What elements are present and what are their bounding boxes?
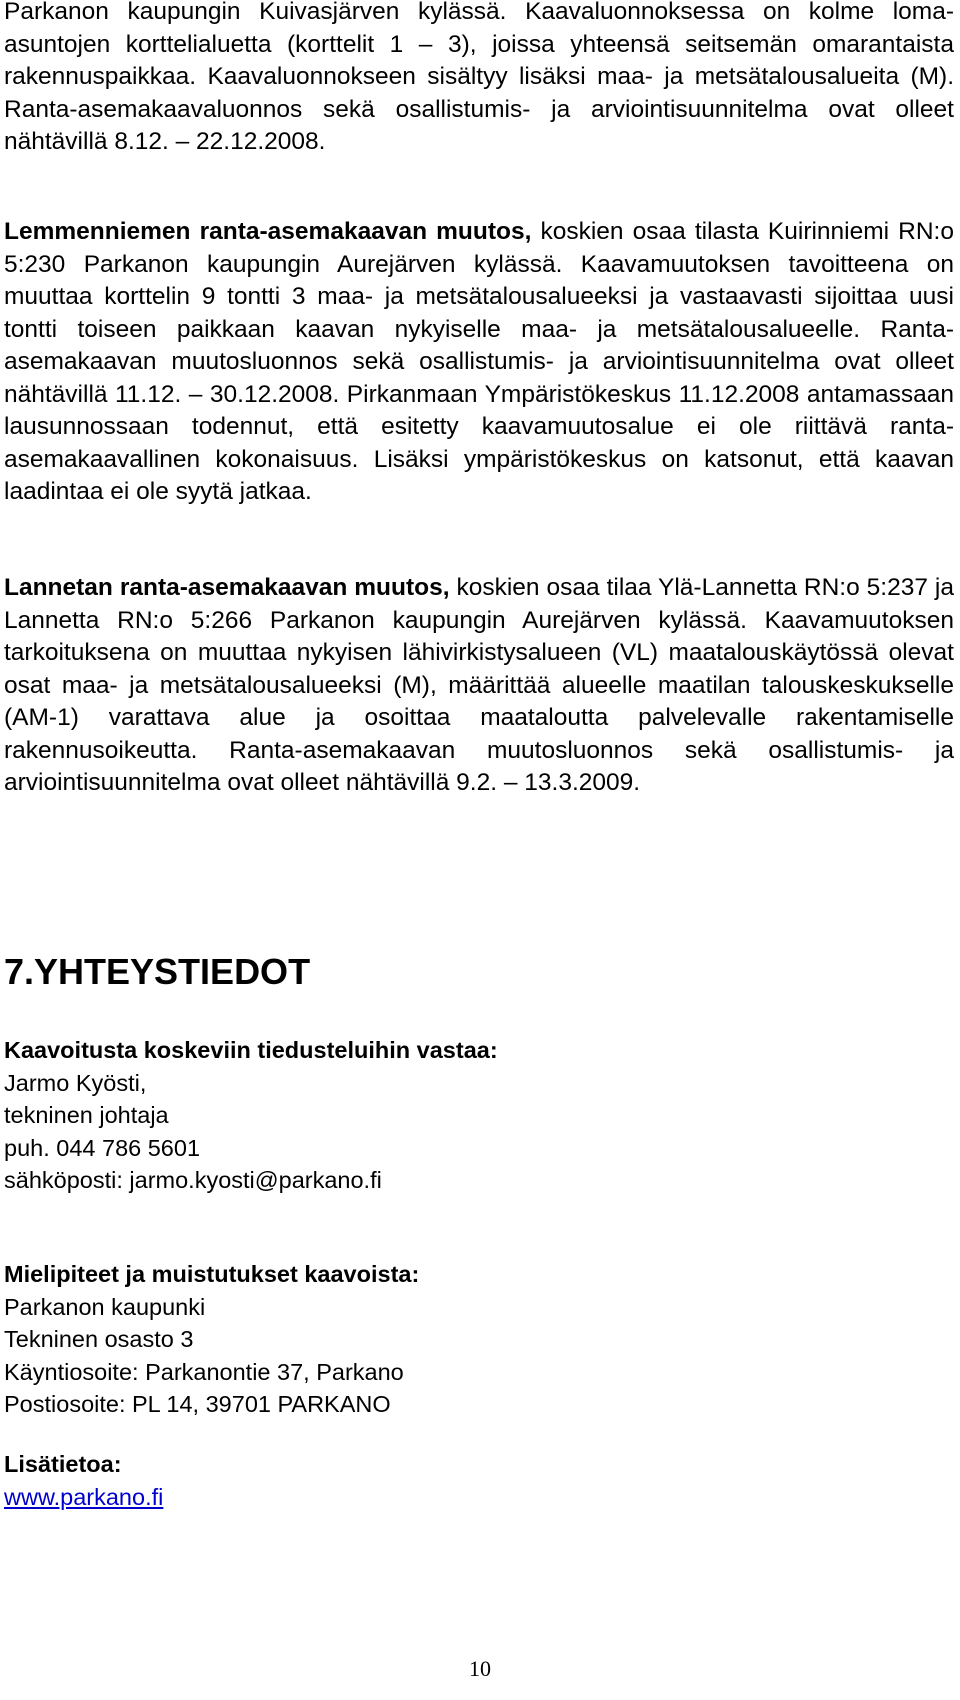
- section-heading: 7.YHTEYSTIEDOT: [4, 951, 311, 992]
- page-number: 10: [469, 1656, 491, 1681]
- paragraph-lannetta: [4, 572, 954, 800]
- paragraph-kuivasjarvi: [4, 0, 954, 159]
- paragraph-bold-lead: Lemmenniemen ranta-asemakaavan muutos,: [4, 218, 532, 245]
- paragraph-bold-lead: Lannetan ranta-asemakaavan muutos,: [4, 574, 450, 601]
- contact-label: Lisätietoa:: [4, 1451, 122, 1477]
- contact-inquiries: [4, 1034, 904, 1197]
- contact-label: Mielipiteet ja muistutukset kaavoista:: [4, 1261, 420, 1287]
- contact-name: Jarmo Kyösti,: [4, 1069, 147, 1096]
- contact-phone: puh. 044 786 5601: [4, 1134, 201, 1161]
- paragraph-text: Parkanon kaupungin Kuivasjärven kylässä. Kaavaluonnoksessa on kolme loma-asuntojen korttelialuetta (korttelit 1 – 3), joissa yhteensä seitsemän omarantaista rakennuspaikkaa. Kaavaluonnokseen sisältyy lisäksi maa- ja metsätalousalueita (M). Ranta-asemakaavaluonnos sekä osallistumis- ja arviointisuunnitelma ovat olleet nähtävillä 8.12. – 22.12.2008.: [4, 0, 954, 155]
- contact-visiting-address: Käyntiosoite: Parkanontie 37, Parkano: [4, 1358, 404, 1385]
- website-link[interactable]: www.parkano.fi: [4, 1483, 164, 1510]
- paragraph-lemmenniemi: [4, 216, 954, 509]
- paragraph-text: koskien osaa tilaa Ylä-Lannetta RN:o 5:237 ja Lannetta RN:o 5:266 Parkanon kaupungin Aurejärven kylässä. Kaavamuutoksen tarkoituksena on muuttaa nykyisen lähivirkistysalueen (VL) maatalouskäytössä olevat osat maa- ja metsätalousalueeksi (M), määrittää alueelle maatilan talouskeskukselle (AM-1) varattava alue ja osoittaa maataloutta palvelevalle rakentamiselle rakennusoikeutta. Ranta-asemakaavan muutosluonnos sekä osallistumis- ja arviointisuunnitelma ovat olleet nähtävillä 9.2. – 13.3.2009.: [4, 574, 954, 796]
- contact-organization: Parkanon kaupunki: [4, 1293, 206, 1320]
- contact-more-info: [4, 1448, 904, 1513]
- contact-email: sähköposti: jarmo.kyosti@parkano.fi: [4, 1167, 382, 1193]
- contact-opinions: [4, 1258, 904, 1421]
- contact-department: Tekninen osasto 3: [4, 1326, 194, 1352]
- paragraph-text: koskien osaa tilasta Kuirinniemi RN:o 5:230 Parkanon kaupungin Aurejärven kylässä. Kaavamuutoksen tavoitteena on muuttaa korttelin 9 tontti 3 maa- ja metsätalousalueeksi ja vastaavasti sijoittaa uusi tontti toiseen paikkaan kaavan nykyiselle maa- ja metsätalousalueelle. Ranta-asemakaavan muutosluonnos sekä osallistumis- ja arviointisuunnitelma ovat olleet nähtävillä 11.12. – 30.12.2008. Pirkanmaan Ympäristökeskus 11.12.2008 antamassaan lausunnossaan todennut, että esitetty kaavamuutosalue ei ole riittävä ranta-asemakaavallinen kokonaisuus. Lisäksi ympäristökeskus on katsonut, että kaavan laadintaa ei ole syytä jatkaa.: [4, 218, 954, 505]
- contact-label: Kaavoitusta koskeviin tiedusteluihin vastaa:: [4, 1037, 498, 1063]
- contact-postal-address: Postiosoite: PL 14, 39701 PARKANO: [4, 1391, 391, 1417]
- contact-title: tekninen johtaja: [4, 1102, 169, 1128]
